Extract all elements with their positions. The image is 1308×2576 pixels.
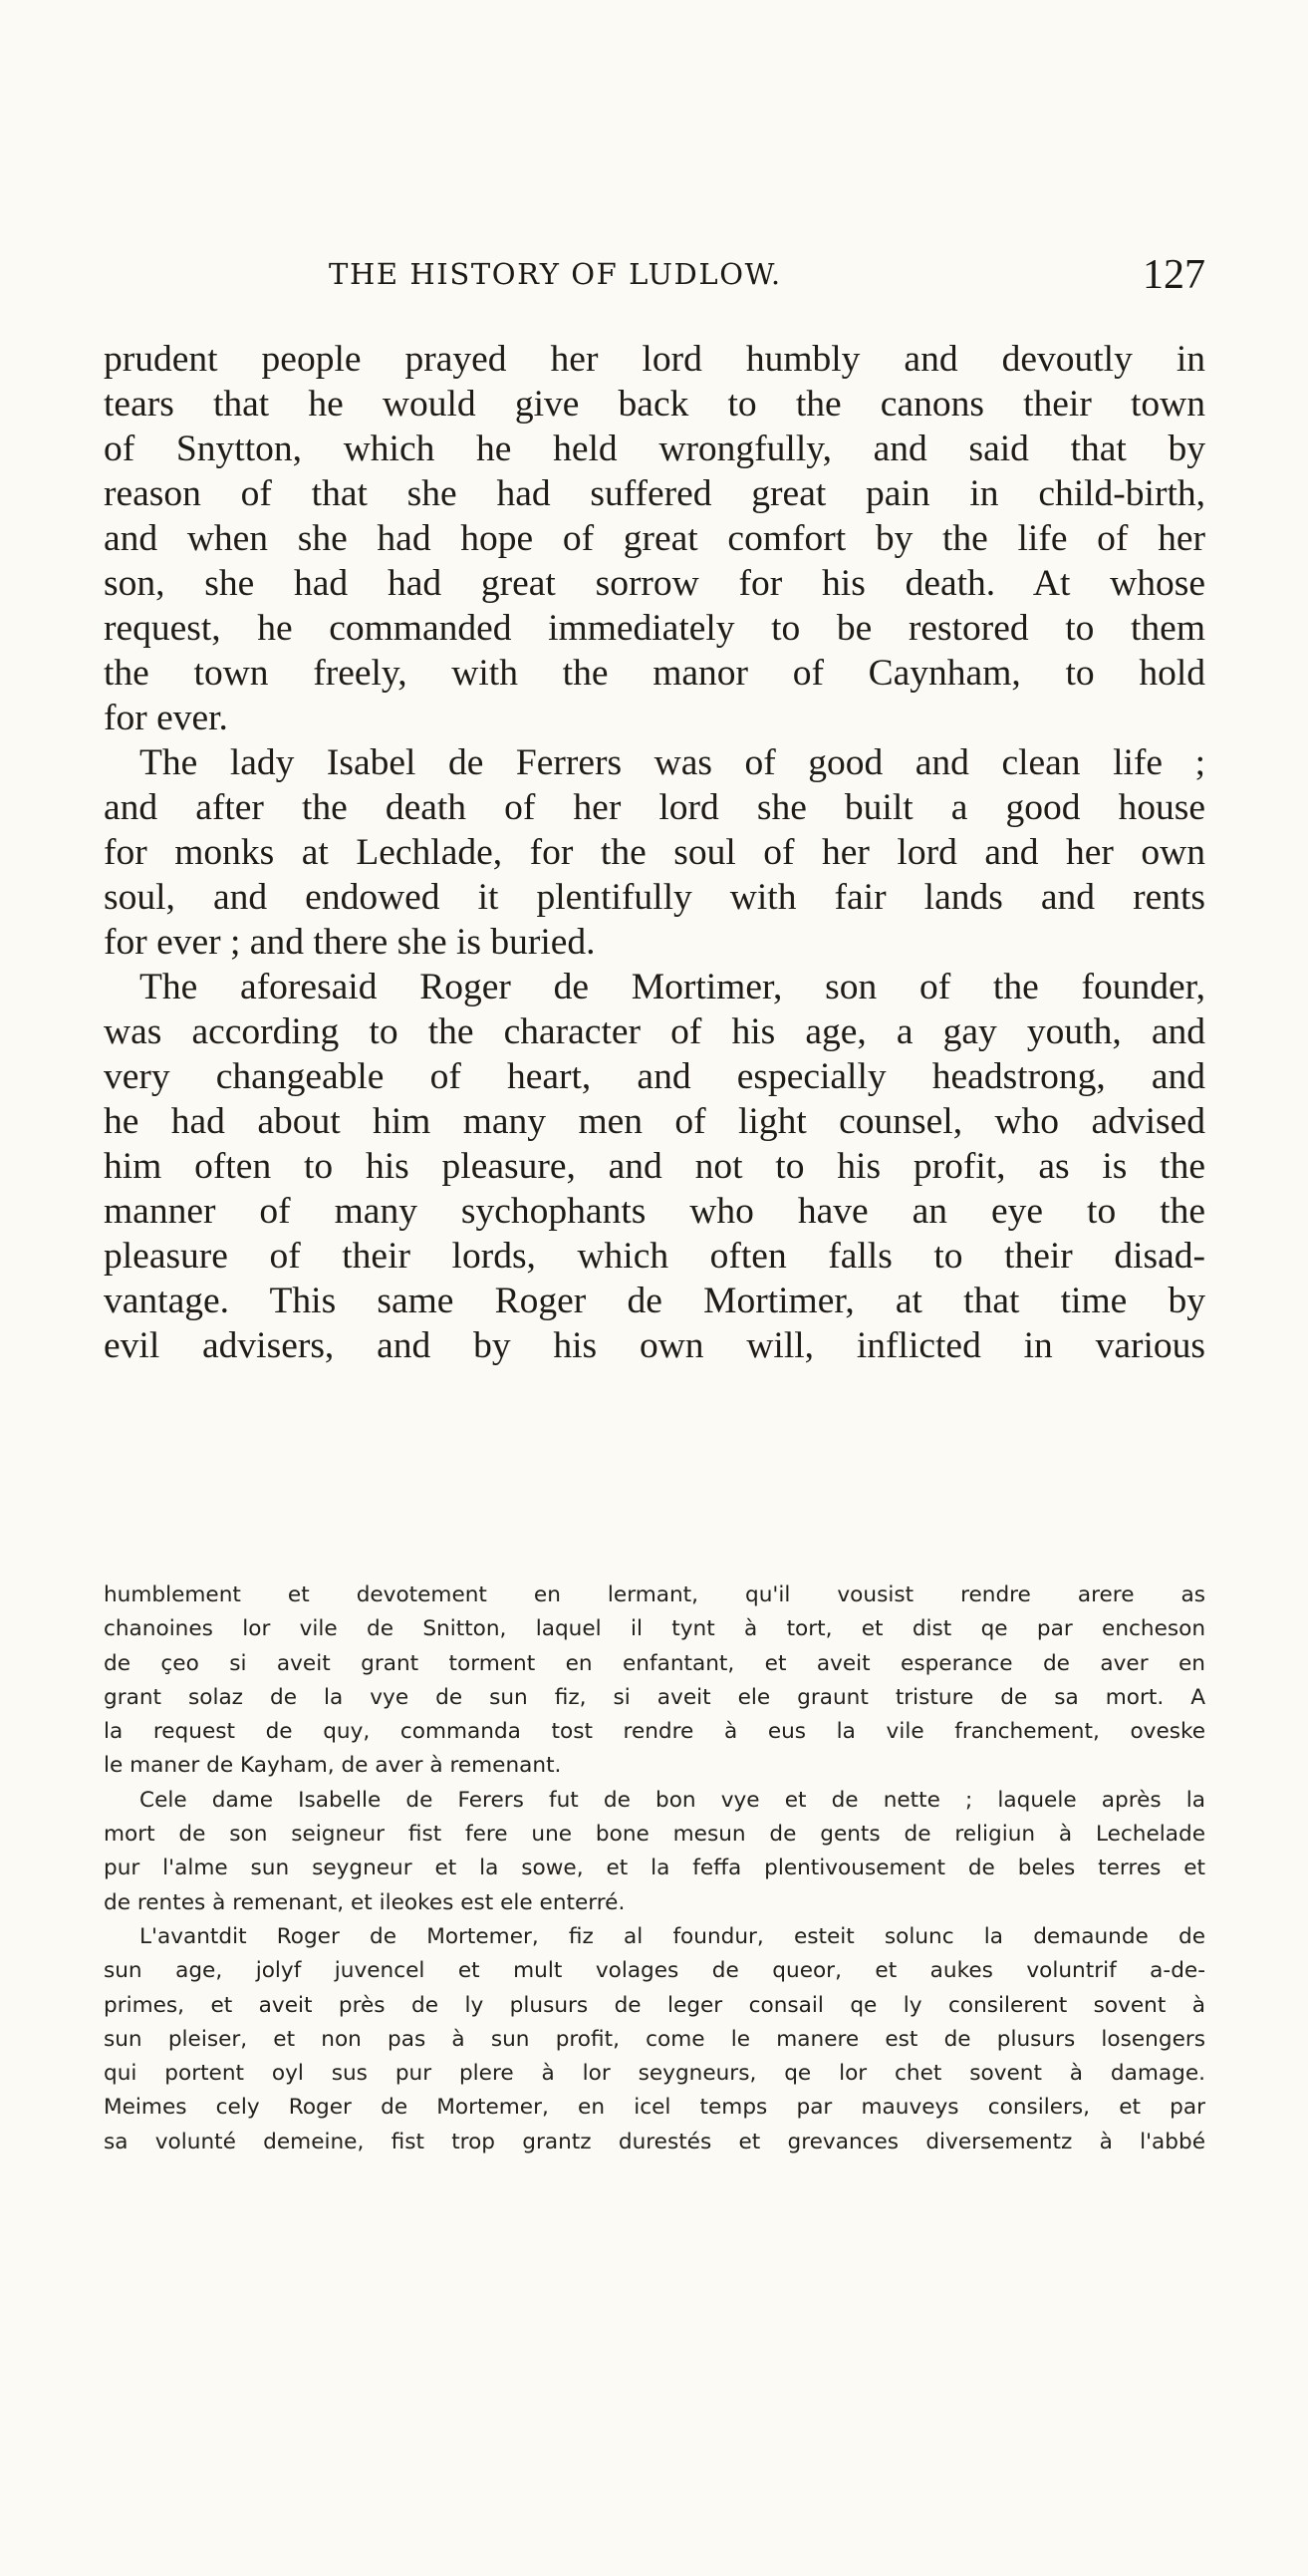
french-line: humblement et devotement en lermant, qu'il vousist rendre arere as: [104, 1582, 1205, 1607]
english-line: The lady Isabel de Ferrers was of good and clean life ;: [139, 742, 1205, 783]
english-line: son, she had had great sorrow for his death. At whose: [104, 563, 1205, 604]
english-line: for ever.: [104, 698, 228, 738]
english-line: vantage. This same Roger de Mortimer, at that time by: [104, 1281, 1205, 1321]
running-head: THE HISTORY OF LUDLOW.: [329, 257, 782, 291]
english-line: of Snytton, which he held wrongfully, and said that by: [104, 429, 1205, 469]
english-line: The aforesaid Roger de Mortimer, son of the founder,: [139, 967, 1205, 1007]
page-header: [329, 251, 1205, 301]
english-line: was according to the character of his age, a gay youth, and: [104, 1011, 1205, 1052]
english-line: for ever ; and there she is buried.: [104, 922, 596, 963]
french-line: sa volunté demeine, fist trop grantz durestés et grevances diversementz à l'abbé: [104, 2129, 1205, 2154]
french-line: primes, et aveit près de ly plusurs de leger consail qe ly consilerent sovent à: [104, 1992, 1205, 2018]
english-translation-text: [104, 337, 1205, 1368]
english-line: prudent people prayed her lord humbly and devoutly in: [104, 339, 1205, 380]
french-line: la request de quy, commanda tost rendre à eus la vile franchement, oveske: [104, 1719, 1205, 1745]
french-line: mort de son seigneur fist fere une bone mesun de gents de religiun à Lechelade: [104, 1822, 1205, 1848]
english-line: pleasure of their lords, which often falls to their disad-: [104, 1236, 1205, 1277]
english-line: evil advisers, and by his own will, inflicted in various: [104, 1325, 1205, 1366]
english-line: manner of many sychophants who have an eye to the: [104, 1191, 1205, 1232]
french-line: de rentes à remenant, et ileokes est ele enterré.: [104, 1889, 626, 1915]
french-line: L'avantdit Roger de Mortemer, fiz al foundur, esteit solunc la demaunde de: [139, 1923, 1205, 1949]
french-line: sun pleiser, et non pas à sun profit, come le manere est de plusurs losengers: [104, 2026, 1205, 2052]
english-line: request, he commanded immediately to be restored to them: [104, 608, 1205, 649]
french-original-footnote: [104, 1578, 1205, 2159]
english-line: for monks at Lechlade, for the soul of her lord and her own: [104, 832, 1205, 873]
english-line: reason of that she had suffered great pain in child-birth,: [104, 473, 1205, 514]
french-line: le maner de Kayham, de aver à remenant.: [104, 1753, 562, 1779]
page-number: 127: [1143, 252, 1205, 298]
french-line: qui portent oyl sus pur plere à lor seygneurs, qe lor chet sovent à damage.: [104, 2061, 1205, 2087]
french-line: Cele dame Isabelle de Ferers fut de bon vye et de nette ; laquele après la: [139, 1787, 1205, 1813]
french-line: de çeo si aveit grant torment en enfantant, et aveit esperance de aver en: [104, 1650, 1205, 1676]
english-line: tears that he would give back to the canons their town: [104, 384, 1205, 425]
french-line: sun age, jolyf juvencel et mult volages de queor, et aukes voluntrif a-de-: [104, 1958, 1205, 1984]
english-line: very changeable of heart, and especially headstrong, and: [104, 1056, 1205, 1097]
french-line: grant solaz de la vye de sun fiz, si aveit ele graunt tristure de sa mort. A: [104, 1684, 1205, 1710]
english-line: and when she had hope of great comfort by the life of her: [104, 518, 1205, 559]
english-line: soul, and endowed it plentifully with fair lands and rents: [104, 877, 1205, 918]
french-line: chanoines lor vile de Snitton, laquel il tynt à tort, et dist qe par encheson: [104, 1616, 1205, 1642]
english-line: and after the death of her lord she built a good house: [104, 787, 1205, 828]
english-line: the town freely, with the manor of Caynham, to hold: [104, 653, 1205, 694]
english-line: him often to his pleasure, and not to his profit, as is the: [104, 1146, 1205, 1187]
french-line: pur l'alme sun seygneur et la sowe, et la feffa plentivousement de beles terres et: [104, 1856, 1205, 1881]
french-line: Meimes cely Roger de Mortemer, en icel temps par mauveys consilers, et par: [104, 2095, 1205, 2121]
english-line: he had about him many men of light counsel, who advised: [104, 1101, 1205, 1142]
